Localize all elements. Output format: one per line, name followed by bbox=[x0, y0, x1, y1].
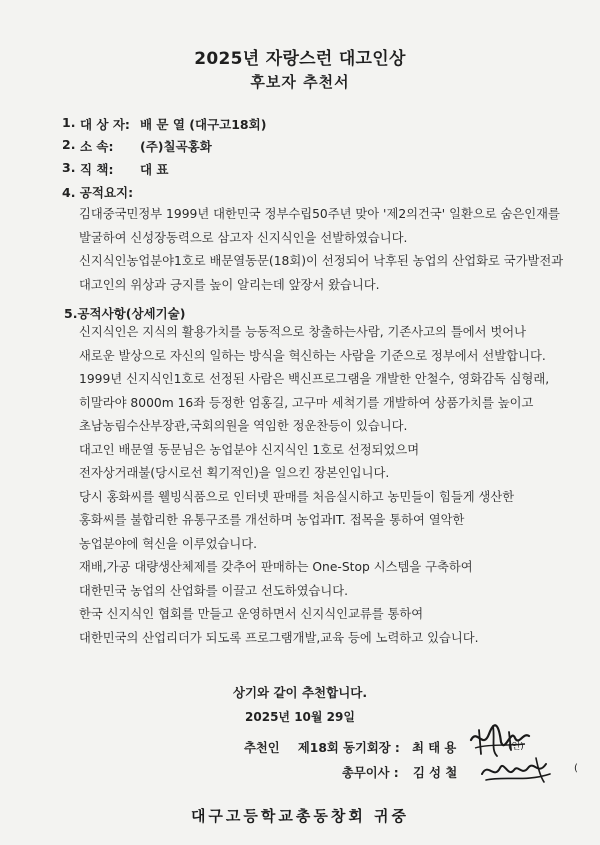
section-4-heading: 4. 공적요지: bbox=[62, 185, 134, 200]
field-position bbox=[62, 160, 169, 178]
body-line: 히말라야 8000m 16좌 등정한 엄홍길, 고구마 세척기를 개발하여 상품가치를 높이고 bbox=[79, 395, 534, 410]
body-line: 신지식인농업분야1호로 배문열동문(18회)이 선정되어 낙후된 농업의 산업화로 국가발전과 bbox=[79, 254, 564, 268]
body-line: 대한민국의 산업리더가 되도록 프로그램개발,교육 등에 노력하고 있습니다. bbox=[79, 630, 479, 645]
closing-statement: 상기와 같이 추천합니다. bbox=[232, 685, 368, 700]
field-number: 2. bbox=[62, 137, 76, 152]
body-line: 당시 홍화씨를 웰빙식품으로 인터넷 판매를 처음실시하고 농민들이 힘들게 생산한 bbox=[79, 489, 515, 504]
recommender-prefix: 추천인 bbox=[244, 741, 280, 755]
addressee-footer: 대구고등학교총동창회 귀중 bbox=[190, 807, 410, 825]
seal-mark: (인) bbox=[508, 742, 524, 752]
body-line: 대고인 배문열 동문님은 농업분야 신지식인 1호로 선정되었으며 bbox=[79, 442, 420, 457]
field-value: 배 문 열 (대구고18회) bbox=[140, 117, 267, 132]
secretary-role: 총무이사 : bbox=[342, 766, 399, 780]
body-line: 대고인의 위상과 긍지를 높이 알리는데 앞장서 왔습니다. bbox=[79, 277, 380, 292]
section-4-body bbox=[79, 203, 579, 297]
field-value: 대 표 bbox=[140, 162, 169, 177]
body-line: 한국 신지식인 협회를 만들고 운영하면서 신지식인교류를 통하여 bbox=[79, 607, 424, 621]
corner-mark-icon: ( bbox=[574, 763, 578, 774]
field-candidate bbox=[62, 115, 266, 133]
recommender-line bbox=[244, 738, 456, 756]
field-label: 직 책: bbox=[80, 162, 114, 177]
recommender-role: 제18회 동기회장 : bbox=[297, 741, 400, 755]
document-subtitle: 후보자 추천서 bbox=[250, 73, 350, 91]
signature-secretary bbox=[478, 752, 558, 788]
field-label: 대 상 자: bbox=[80, 117, 130, 132]
section-5-body bbox=[79, 321, 579, 650]
body-line: 농업분야에 혁신을 이루었습니다. bbox=[79, 536, 258, 551]
body-line: 1999년 신지식인1호로 선정된 사람은 백신프로그램을 개발한 안철수, 영화감독 심형래, bbox=[79, 372, 550, 386]
field-affiliation bbox=[62, 137, 212, 155]
body-line: 김대중국민정부 1999년 대한민국 정부수립50주년 맞아 '제2의건국' 일환으로 숨은인재를 bbox=[79, 207, 560, 221]
body-line: 대한민국 농업의 산업화를 이끌고 선도하였습니다. bbox=[79, 583, 348, 598]
body-line: 재배,가공 대량생산체제를 갖추어 판매하는 One-Stop 시스템을 구축하여 bbox=[79, 560, 473, 574]
body-line: 신지식인은 지식의 활용가치를 능동적으로 창출하는사람, 기존사고의 틀에서 벗어나 bbox=[79, 325, 527, 339]
field-number: 3. bbox=[62, 160, 76, 175]
field-value: (주)칠곡홍화 bbox=[140, 139, 212, 154]
field-label: 소 속: bbox=[80, 139, 114, 154]
recommender-name: 최 태 용 bbox=[412, 741, 457, 755]
secretary-name: 김 성 철 bbox=[413, 766, 458, 780]
section-5-heading: 5.공적사항(상세기술) bbox=[64, 306, 186, 321]
document-title: 2025년 자랑스런 대고인상 bbox=[194, 49, 406, 69]
field-number: 1. bbox=[62, 115, 76, 130]
body-line: 초남농림수산부장관,국회의원을 역임한 정운찬등이 있습니다. bbox=[79, 419, 408, 433]
body-line: 새로운 발상으로 자신의 일하는 방식을 혁신하는 사람을 기준으로 정부에서 선발합니다. bbox=[79, 348, 546, 363]
document-date: 2025년 10월 29일 bbox=[245, 710, 355, 724]
body-line: 발굴하여 신성장동력으로 삼고자 신지식인을 선발하였습니다. bbox=[79, 230, 408, 245]
body-line: 홍화씨를 불합리한 유통구조를 개선하며 농업과IT. 접목을 통하여 열악한 bbox=[79, 513, 465, 527]
secretary-line bbox=[342, 763, 457, 781]
body-line: 전자상거래불(당시로선 획기적인)을 일으킨 장본인입니다. bbox=[79, 466, 390, 480]
